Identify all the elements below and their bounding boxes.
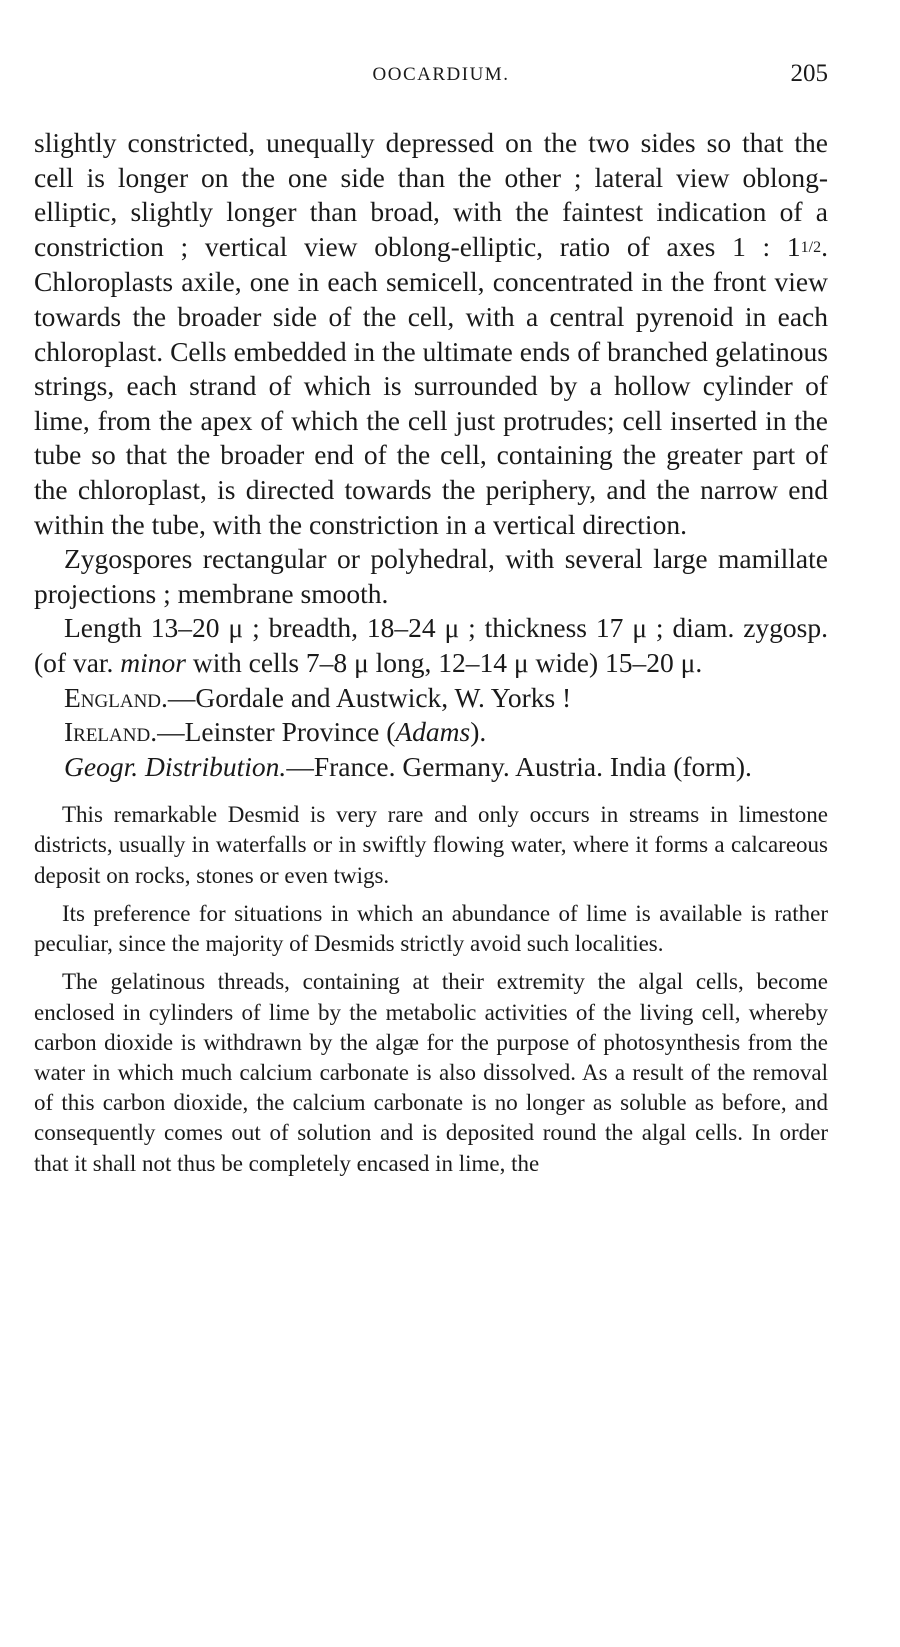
- commentary-paragraph: This remarkable Desmid is very rare and only occurs in streams in limestone districts, usually in waterfalls or in swiftly flowing water, where it forms a calcareous deposit on rocks, stones or even twigs.: [34, 802, 828, 888]
- ireland-label: Ireland: [64, 716, 151, 748]
- england-text: .—Gordale and Austwick, W. Yorks !: [161, 681, 572, 713]
- commentary-paragraph: The gelatinous threads, containing at their extremity the algal cells, become enclosed in cylinders of lime by the metabolic activities of the living cell, whereby carbon dioxide is withdrawn by the algæ for the purpose of photosynthesis from the water in which much calcium carbonate is also dissolved. As a result of the removal of this carbon dioxide, the calcium carbonate is no longer as soluble as before, and consequently comes out of solution and is deposited round the algal cells. In order that it shall not thus be completely encased in lime, the: [34, 969, 828, 1176]
- geographic-distribution-label: Geogr. Distribution.: [64, 750, 287, 782]
- measurements-text-part2: with cells 7–8 μ long, 12–14 μ wide) 15–20 μ.: [186, 646, 703, 678]
- ireland-locality: [34, 715, 828, 750]
- axis-ratio-fraction: 1/2: [800, 238, 822, 256]
- ireland-end: ).: [470, 716, 487, 748]
- ireland-text: .—Leinster Province (: [150, 716, 396, 748]
- page-number: 205: [790, 60, 828, 87]
- running-head: [34, 60, 828, 100]
- morphology-text-part2: . Chloroplasts axile, one in each semicell, concentrated in the front view towards the broader side of the cell, with a central pyrenoid in each chloroplast. Cells embedded in the ultimate ends of branched gelatinous strings, each strand of which is surrounded by a hollow cylinder of lime, from the apex of which the cell just protrudes; cell inserted in the tube so that the broader end of the cell, containing the greater part of the chloroplast, is directed towards the periphery, and the narrow end within the tube, with the constriction in a vertical direction.: [34, 230, 828, 540]
- book-page: [34, 60, 828, 1187]
- variety-name: minor: [120, 646, 186, 678]
- morphology-text-part1: slightly constricted, unequally depressed on the two sides so that the cell is longer on the one side than the other ; lateral view oblong-elliptic, slightly longer than broad, with the faintest indication of a constriction ; vertical view oblong-elliptic, ratio of axes 1 : 1: [34, 127, 828, 262]
- running-title: OOCARDIUM.: [372, 64, 510, 85]
- measurements-paragraph: [34, 611, 828, 680]
- geographic-distribution: [34, 750, 828, 785]
- england-locality: [34, 681, 828, 716]
- measurements-text-part1: Length 13–20 μ ; breadth, 18–24 μ ; thickness 17 μ ; diam. zygosp. (of var.: [34, 612, 828, 678]
- morphology-paragraph: [34, 126, 828, 542]
- zygospores-paragraph: Zygospores rectangular or polyhedral, with several large mamillate projections ; membrane smooth.: [34, 543, 828, 609]
- ireland-collector: Adams: [395, 716, 471, 748]
- species-description: [34, 126, 828, 784]
- england-label: England: [64, 681, 162, 713]
- geographic-distribution-text: —France. Germany. Austria. India (form).: [286, 750, 752, 782]
- commentary: [34, 800, 828, 1178]
- commentary-paragraph: Its preference for situations in which an abundance of lime is available is rather peculiar, since the majority of Desmids strictly avoid such localities.: [34, 900, 828, 957]
